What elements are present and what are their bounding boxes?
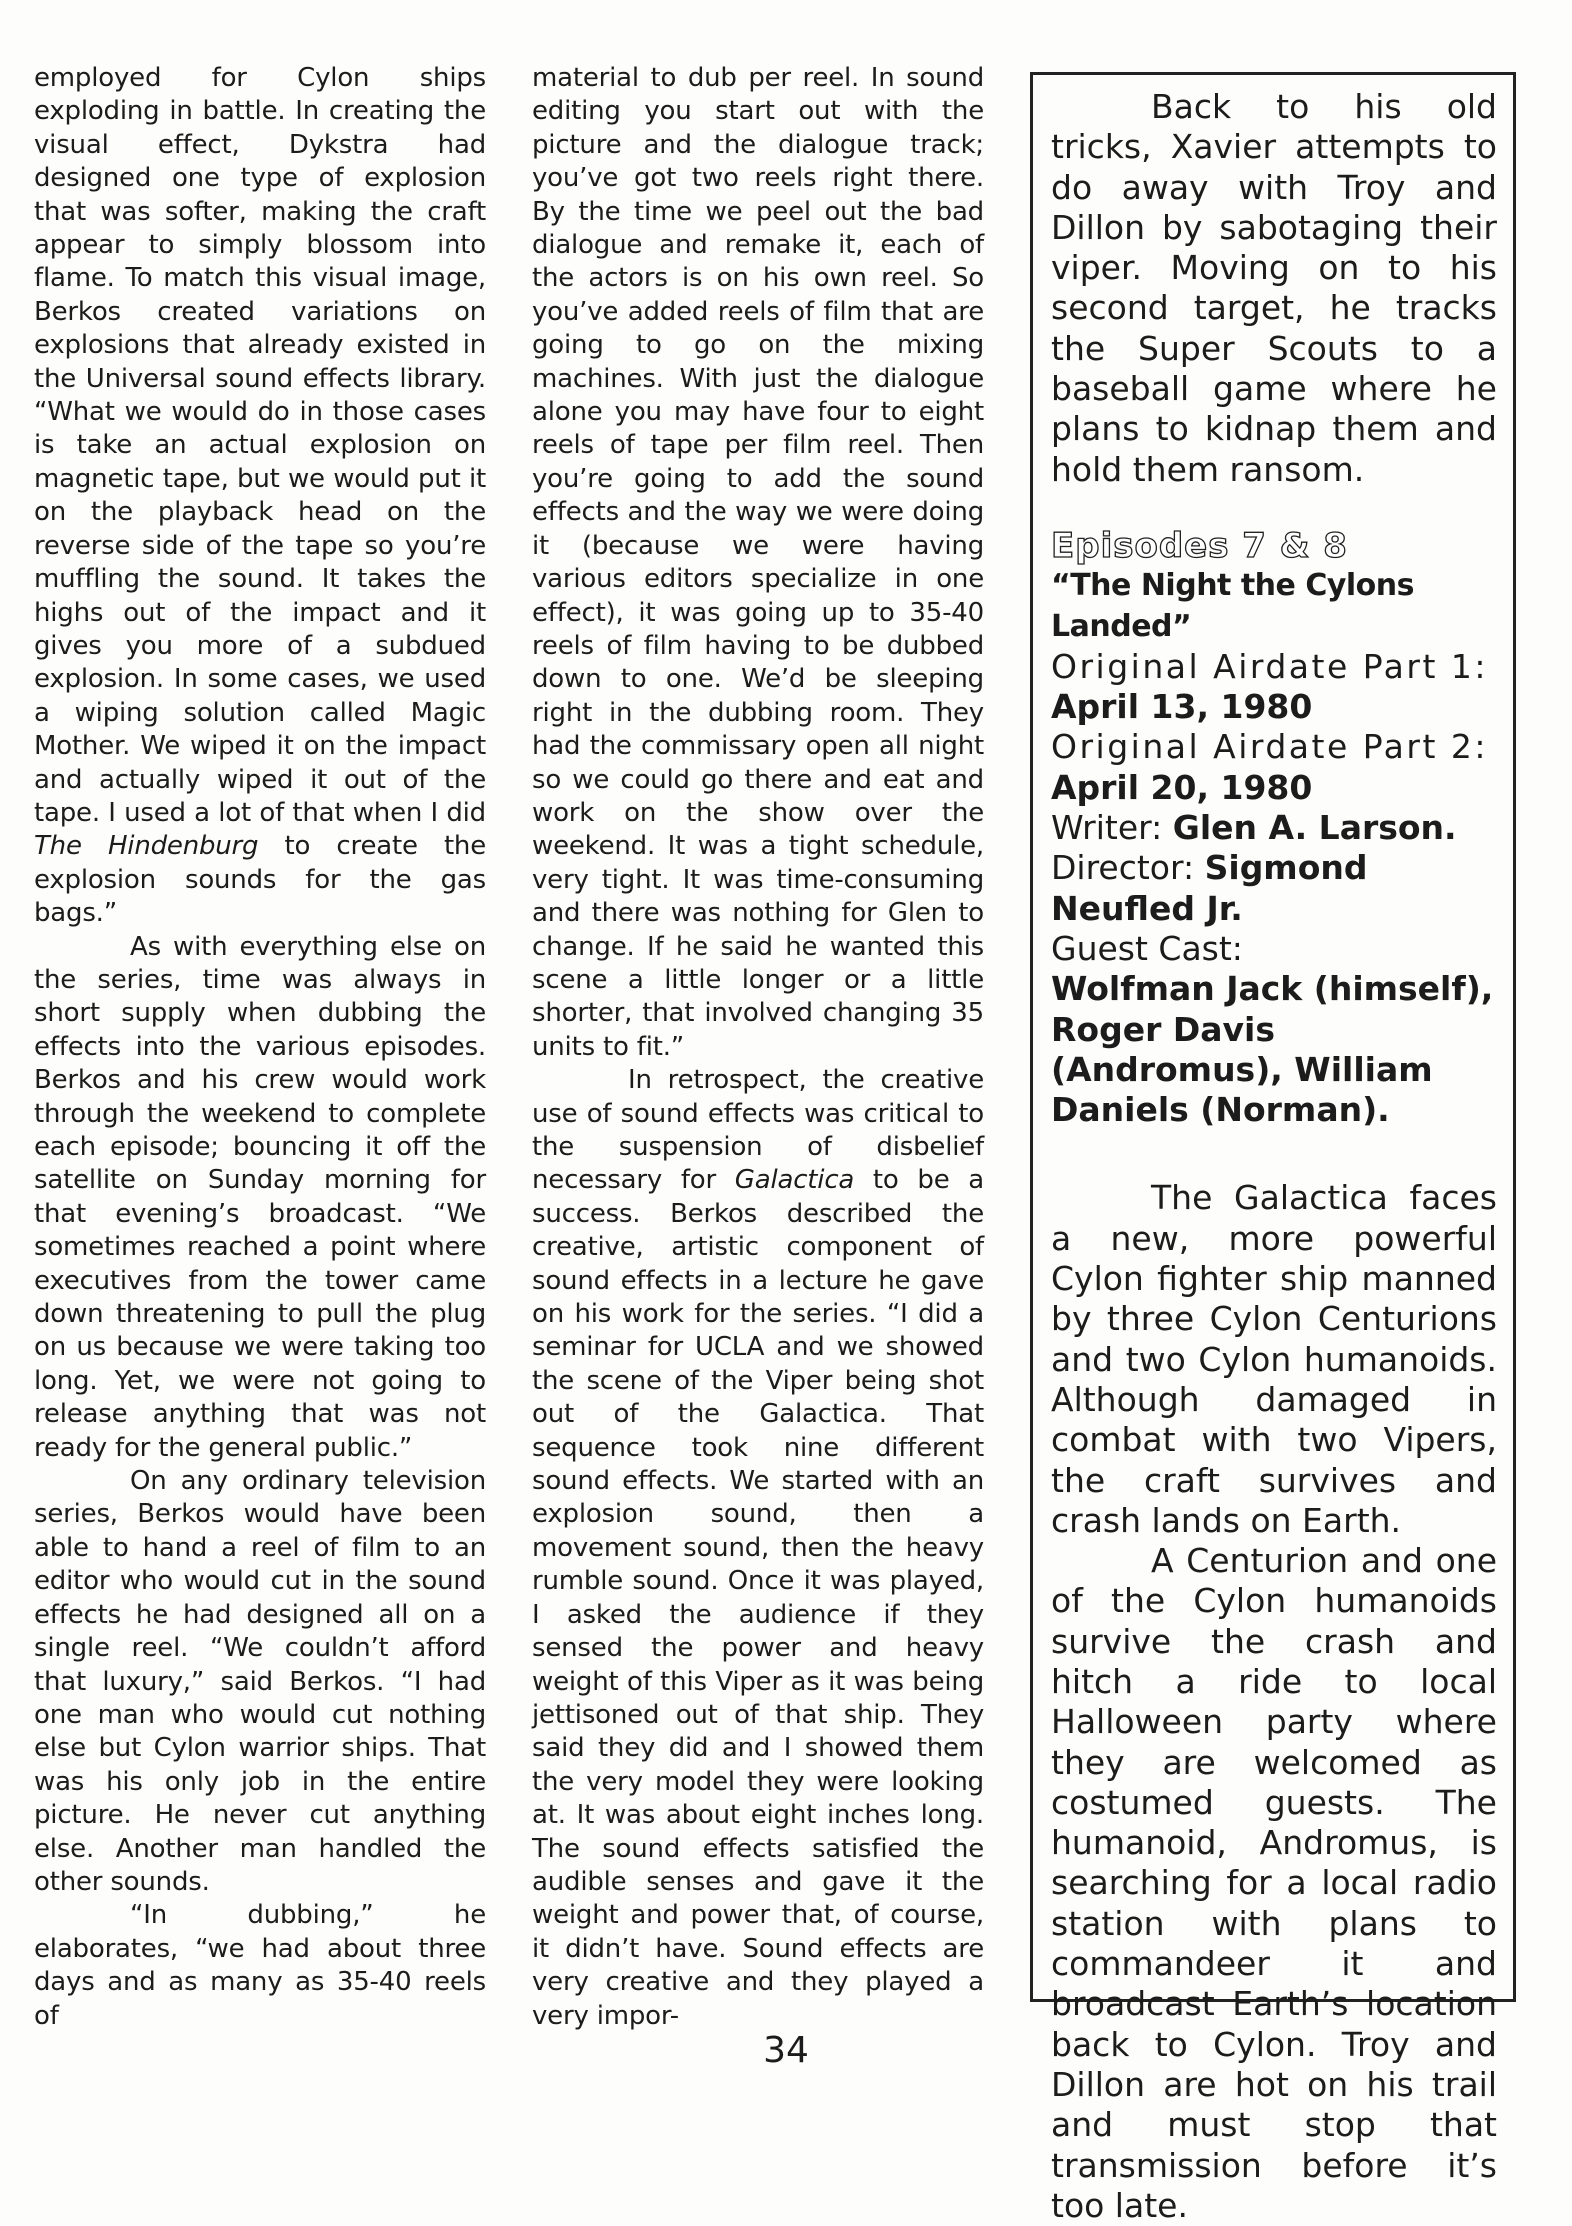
- director-credit: Director: Sigmond Neufled Jr.: [1051, 848, 1368, 928]
- paragraph: On any ordinary television series, Berkos would have been able to hand a reel of film to an editor who would cut in the sound effects he had designed all on a single reel. “We couldn’t afford that luxury,” said Berkos. “I had one man who would cut nothing else but Cylon warrior ships. That was his only job in the entire picture. He never cut anything else. Another man handled the other sounds.: [34, 1466, 486, 1897]
- article-column-1: [34, 62, 486, 2033]
- synopsis-paragraph: The Galactica faces a new, more powerful Cylon fighter ship manned by three Cylon Centurions and two Cylon humanoids. Although damaged in combat with two Vipers, the craft survives and crash lands on Earth.: [1051, 1178, 1497, 1540]
- guest-cast-label: Guest Cast:: [1051, 928, 1243, 968]
- page-number: 34: [763, 2030, 809, 2071]
- airdate-1-label: Original Airdate Part 1:: [1051, 646, 1489, 686]
- paragraph: As with everything else on the series, time was always in short supply when dubbing the effects into the various episodes. Berkos and his crew would work through the weekend to complete each episode; bouncing it off the satellite on Sunday morning for that evening’s broadcast. “We sometimes reached a point where executives from the tower came down threatening to pull the plug on us because we were taking too long. Yet, we were not going to release anything that was not ready for the general public.”: [34, 931, 486, 1463]
- episode-sidebar-box: [1030, 72, 1516, 2225]
- synopsis-paragraph: A Centurion and one of the Cylon humanoids survive the crash and hitch a ride to local Halloween party where they are welcomed as costumed guests. The humanoid, Andromus, is searching for a local radio station with plans to commandeer it and broadcast Earth’s location back to Cylon. Troy and Dillon are hot on his trail and must stop that transmission before it’s too late.: [1051, 1541, 1497, 2225]
- episode-heading: Episodes 7 & 8: [1051, 525, 1348, 566]
- guest-cast-list: Wolfman Jack (himself), Roger Davis (Andromus), William Daniels (Norman).: [1051, 969, 1494, 1130]
- paragraph: In retrospect, the creative use of sound effects was critical to the suspension of disbelief necessary for Galactica to be a success. Berkos described the creative, artistic component of sound effects in a lecture he gave on his work for the series. “I did a seminar for UCLA and we showed the scene of the Viper being shot out of the Galactica. That sequence took nine different sound effects. We started with an explosion sound, then a movement sound, then the heavy rumble sound. Once it was played, I asked the audience if they sensed the power and heavy weight of this Viper as it was being jettisoned out of that ship. They said they did and I showed them the very model they were looking at. It was about eight inches long. The sound effects satisfied the audible senses and gave it the weight and power that, of course, it didn’t have. Sound effects are very creative and they played a very impor-: [532, 1065, 984, 2031]
- airdate-2-value: April 20, 1980: [1051, 767, 1313, 807]
- airdate-2-label: Original Airdate Part 2:: [1051, 727, 1489, 767]
- sidebar-intro: Back to his old tricks, Xavier attempts to do away with Troy and Dillon by sabotaging their viper. Moving on to his second target, he tracks the Super Scouts to a baseball game where he plans to kidnap them and hold them ransom.: [1051, 87, 1497, 489]
- airdate-1-value: April 13, 1980: [1051, 687, 1313, 727]
- paragraph: “In dubbing,” he elaborates, “we had about three days and as many as 35-40 reels of: [34, 1900, 486, 2031]
- article-column-2: [532, 62, 984, 2033]
- paragraph: employed for Cylon ships exploding in battle. In creating the visual effect, Dykstra had designed one type of explosion that was softer, making the craft appear to simply blossom into flame. To match this visual image, Berkos created variations on explosions that already existed in the Universal sound effects library. “What we would do in those cases is take an actual explosion on magnetic tape, but we would put it on the playback head on the reverse side of the tape so you’re muffling the sound. It takes the highs out of the impact and it gives you more of a subdued explosion. In some cases, we used a wiping solution called Magic Mother. We wiped it on the impact and actually wiped it out of the tape. I used a lot of that when I did The Hindenburg to create the explosion sounds for the gas bags.”: [34, 63, 487, 929]
- paragraph: material to dub per reel. In sound editing you start out with the picture and the dialogue track; you’ve got two reels right there. By the time we peel out the bad dialogue and remake it, each of the actors is on his own reel. So you’ve added reels of film that are going to go on the mixing machines. With just the dialogue alone you may have four to eight reels of tape per film reel. Then you’re going to add the sound effects and the way we were doing it (because we were having various editors specialize in one effect), it was going up to 35-40 reels of film having to be dubbed down to one. We’d be sleeping right in the dubbing room. They had the commissary open all night so we could go there and eat and work on the show over the weekend. It was a tight schedule, very tight. It was time-consuming and there was nothing for Glen to change. If he said he wanted this scene a little longer or a little shorter, that involved changing 35 units to fit.”: [532, 63, 984, 1062]
- episode-credits: [1051, 566, 1497, 1130]
- episode-title: “The Night the Cylons Landed”: [1051, 568, 1415, 644]
- writer-credit: Writer: Glen A. Larson.: [1051, 808, 1457, 848]
